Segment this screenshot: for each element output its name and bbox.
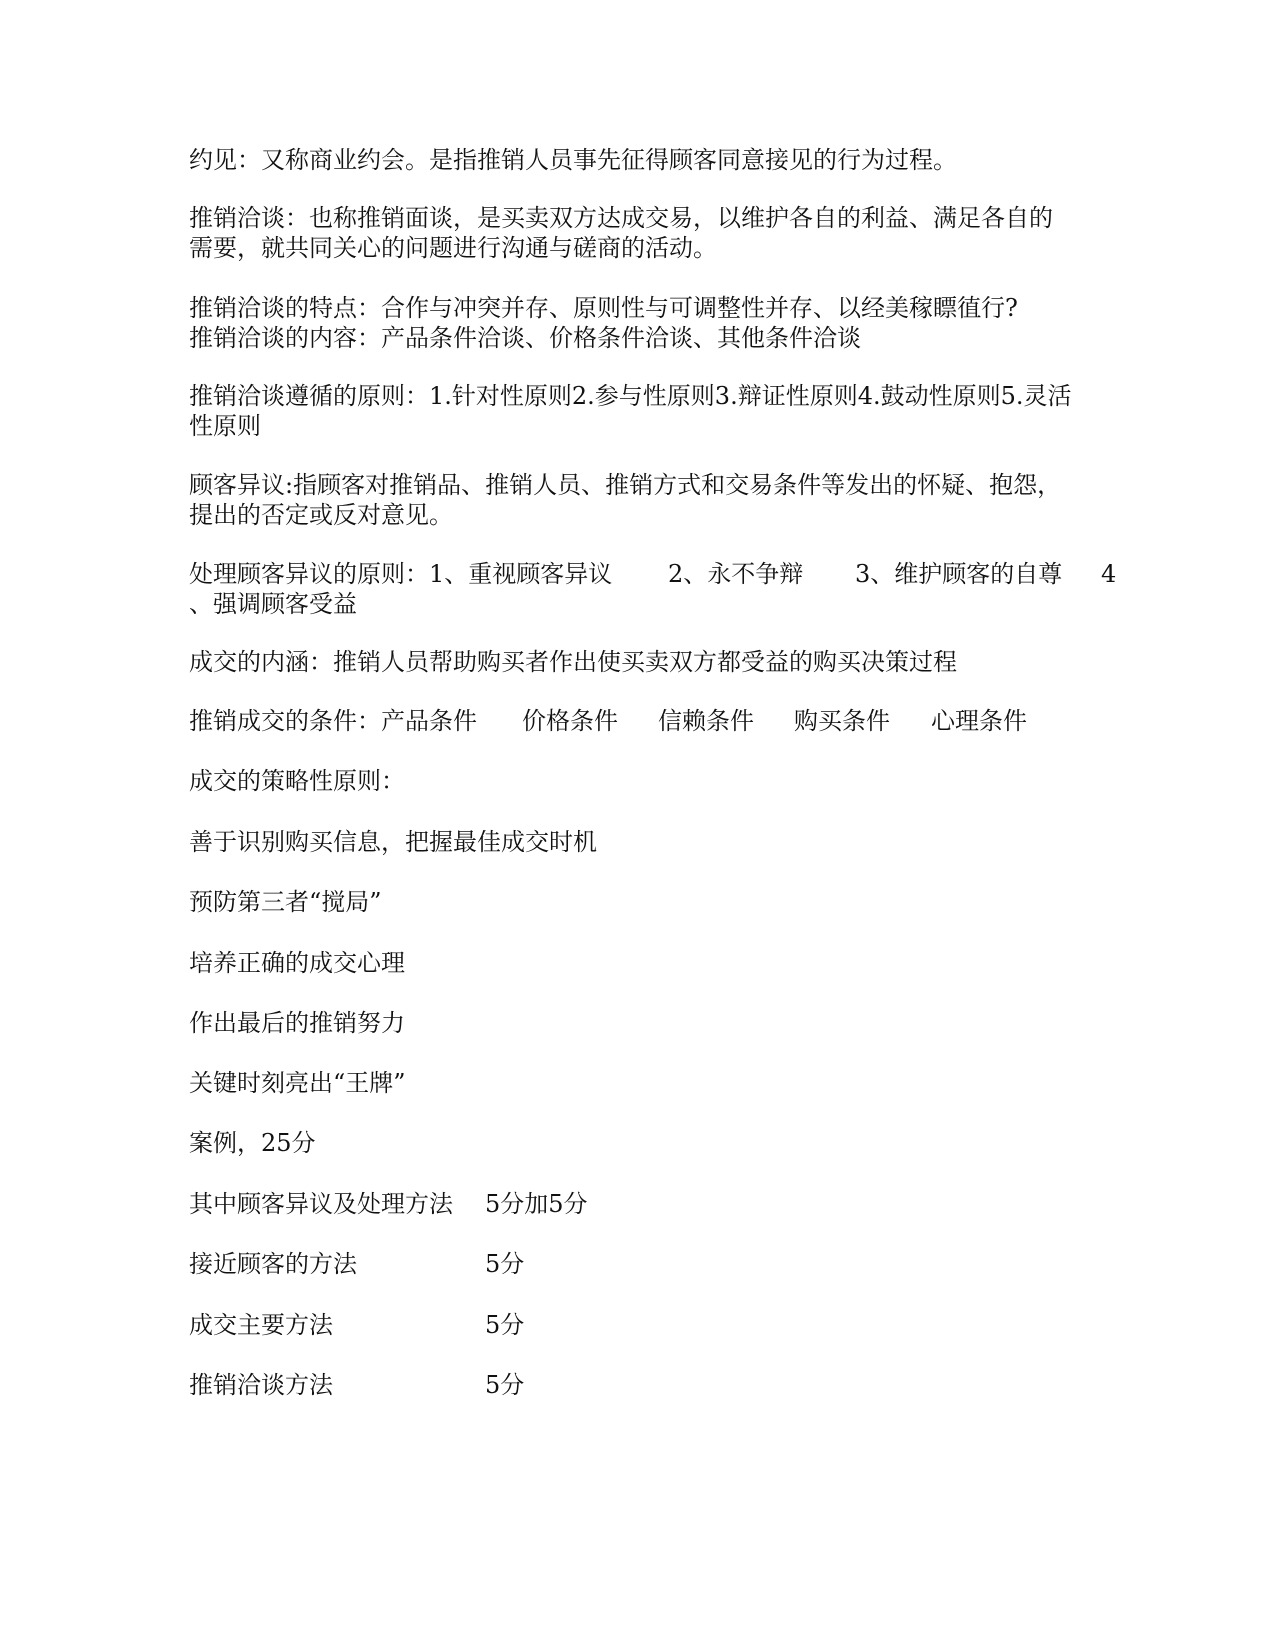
closing-strategy-3: 培养正确的成交心理 bbox=[189, 949, 405, 977]
closing-strategy-5: 关键时刻亮出“王牌” bbox=[189, 1069, 406, 1097]
definition-negotiation-line2: 需要，就共同关心的问题进行沟通与磋商的活动。 bbox=[189, 234, 717, 262]
closing-meaning: 成交的内涵：推销人员帮助购买者作出使买卖双方都受益的购买决策过程 bbox=[189, 648, 957, 676]
closing-conditions-prefix: 推销成交的条件：产品条件 bbox=[189, 707, 477, 735]
closing-strategy-4: 作出最后的推销努力 bbox=[189, 1009, 405, 1037]
objection-principle-4-number: 4 bbox=[1101, 560, 1117, 588]
score-row-value: 5分 bbox=[485, 1311, 525, 1339]
negotiation-content: 推销洽谈的内容：产品条件洽谈、价格条件洽谈、其他条件洽谈 bbox=[189, 324, 861, 352]
score-row-label: 推销洽谈方法 bbox=[189, 1371, 333, 1399]
score-row-value: 5分 bbox=[485, 1250, 525, 1278]
case-score-heading: 案例，25分 bbox=[189, 1129, 316, 1157]
closing-condition-price: 价格条件 bbox=[522, 707, 618, 735]
closing-strategy-heading: 成交的策略性原则： bbox=[189, 767, 405, 795]
score-row-label: 接近顾客的方法 bbox=[189, 1250, 357, 1278]
closing-condition-psychology: 心理条件 bbox=[931, 707, 1027, 735]
score-row-value: 5分加5分 bbox=[485, 1190, 588, 1218]
customer-objection-line2: 提出的否定或反对意见。 bbox=[189, 501, 453, 529]
objection-principle-2: 2、永不争辩 bbox=[668, 560, 804, 588]
definition-appointment: 约见：又称商业约会。是指推销人员事先征得顾客同意接见的行为过程。 bbox=[189, 146, 957, 174]
definition-negotiation-line1: 推销洽谈：也称推销面谈，是买卖双方达成交易，以维护各自的利益、满足各自的 bbox=[189, 204, 1053, 232]
objection-principle-3: 3、维护顾客的自尊 bbox=[855, 560, 1063, 588]
closing-strategy-1: 善于识别购买信息，把握最佳成交时机 bbox=[189, 828, 597, 856]
objection-principles-line2: 、强调顾客受益 bbox=[189, 590, 357, 618]
customer-objection-line1: 顾客异议:指顾客对推销品、推销人员、推销方式和交易条件等发出的怀疑、抱怨， bbox=[189, 471, 1062, 499]
score-row-label: 其中顾客异议及处理方法 bbox=[189, 1190, 453, 1218]
objection-principles-prefix: 处理顾客异议的原则：1、重视顾客异议 bbox=[189, 560, 613, 588]
negotiation-features: 推销洽谈的特点：合作与冲突并存、原则性与可调整性并存、以经美稼瞟徝行? bbox=[189, 294, 1018, 322]
score-row-value: 5分 bbox=[485, 1371, 525, 1399]
closing-condition-trust: 信赖条件 bbox=[658, 707, 754, 735]
negotiation-principles-line2: 性原则 bbox=[189, 412, 261, 440]
score-row-label: 成交主要方法 bbox=[189, 1311, 333, 1339]
closing-strategy-2: 预防第三者“搅局” bbox=[189, 888, 382, 916]
negotiation-principles-line1: 推销洽谈遵循的原则：1.针对性原则2.参与性原则3.辩证性原则4.鼓动性原则5.灵活 bbox=[189, 382, 1072, 410]
closing-condition-purchase: 购买条件 bbox=[794, 707, 890, 735]
